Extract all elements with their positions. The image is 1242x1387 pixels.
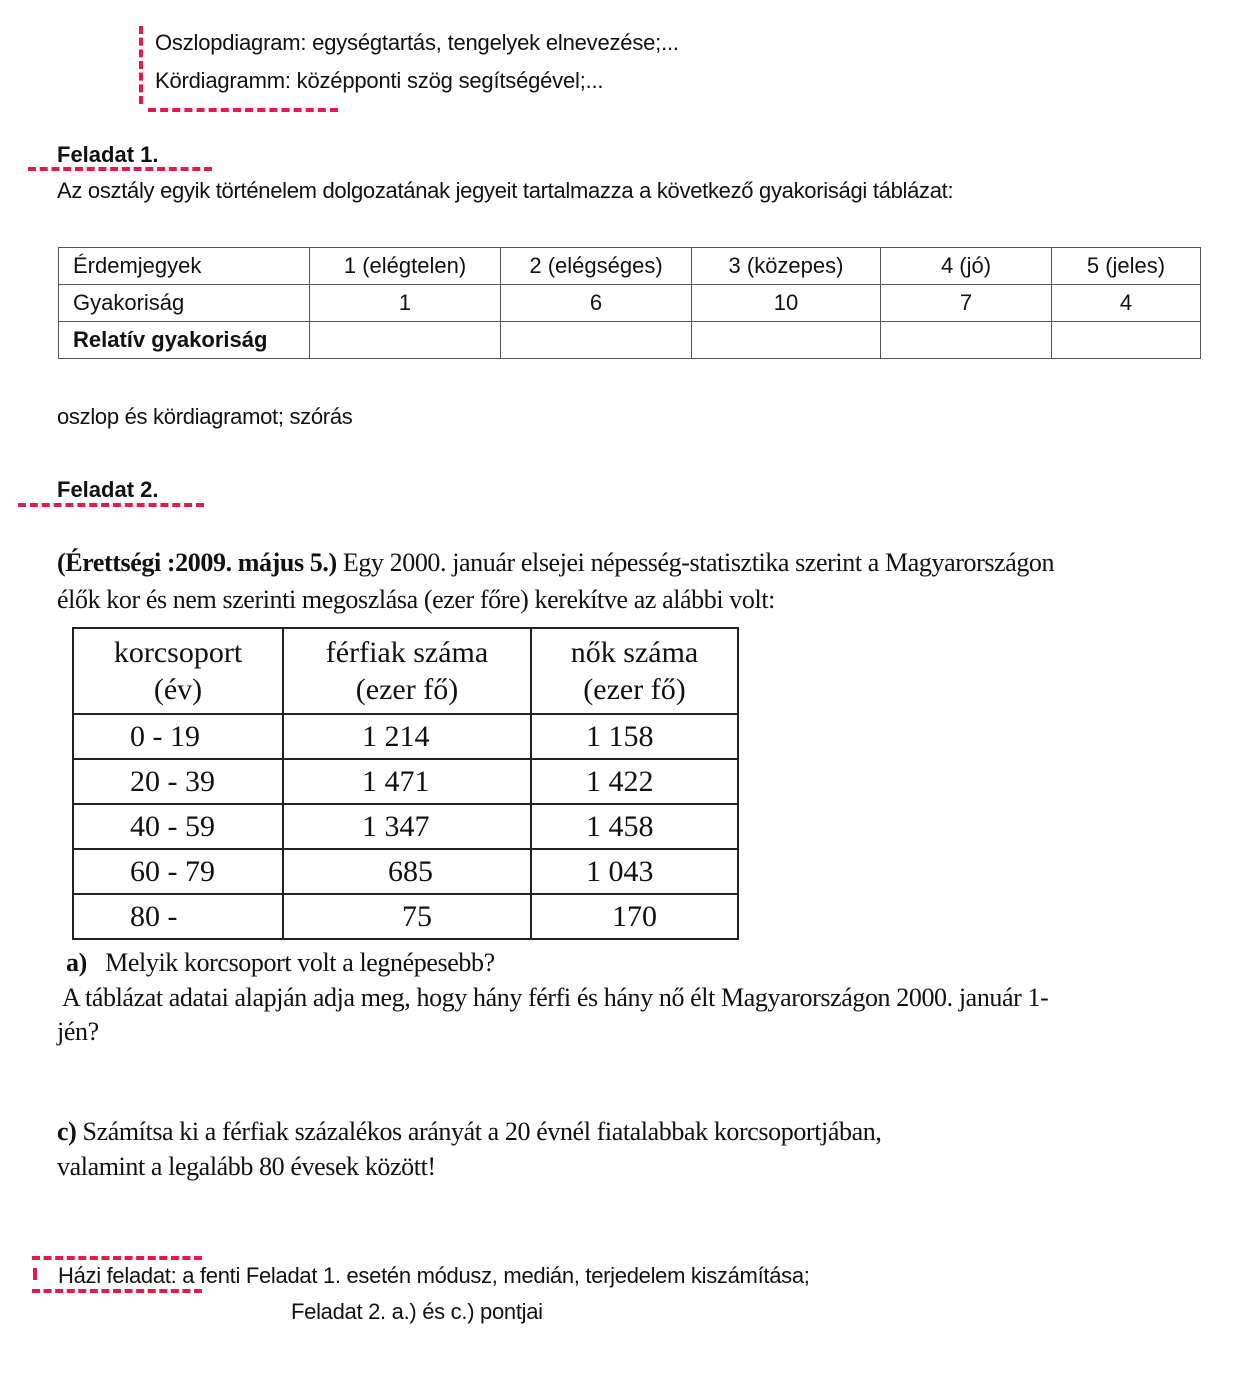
- question-a-text: Melyik korcsoport volt a legnépesebb?: [105, 948, 495, 977]
- header-unit: (ezer fő): [583, 673, 686, 706]
- task2-heading: Feladat 2.: [57, 477, 159, 502]
- table-cell: 1: [310, 285, 501, 322]
- task1-description: Az osztály egyik történelem dolgozatának jegyeit tartalmazza a következő gyakorisági táblázat:: [57, 178, 954, 203]
- table-row-relative-frequency: [59, 322, 1201, 359]
- population-table: [72, 627, 739, 940]
- women-cell: 1 458: [531, 804, 738, 849]
- homework-box-left: [33, 1268, 37, 1280]
- table-cell: 2 (elégséges): [501, 248, 692, 285]
- women-cell: 170: [531, 894, 738, 939]
- men-cell: 1 471: [283, 759, 531, 804]
- task1-heading-underline: [28, 167, 212, 171]
- homework-box-bottom: [32, 1289, 202, 1293]
- table-row-grades: [59, 248, 1201, 285]
- table-row: [73, 894, 738, 939]
- task2-heading-underline: [18, 503, 204, 507]
- header-unit: (ezer fő): [355, 673, 459, 706]
- table-row-frequency: [59, 285, 1201, 322]
- header-text: korcsoport: [113, 635, 243, 669]
- annotation-bracket-bottom: [148, 108, 338, 112]
- homework-line1: [58, 1263, 810, 1289]
- header-text: nők száma: [570, 635, 699, 669]
- intro-bar-chart-note: Oszlopdiagram: egységtartás, tengelyek elnevezése;...: [155, 30, 679, 55]
- table-cell: 5 (jeles): [1052, 248, 1201, 285]
- table-cell: 6: [501, 285, 692, 322]
- homework-label: Házi feladat:: [58, 1263, 177, 1288]
- age-cell: 40 - 59: [73, 804, 283, 849]
- age-cell: 60 - 79: [73, 849, 283, 894]
- table-cell: 3 (közepes): [692, 248, 881, 285]
- men-cell: 1 347: [283, 804, 531, 849]
- table-cell-empty: [1052, 322, 1201, 359]
- task2-source: (Érettségi :2009. május 5.): [57, 548, 337, 577]
- age-cell: 20 - 39: [73, 759, 283, 804]
- table-cell: 1 (elégtelen): [310, 248, 501, 285]
- header-women: [531, 628, 738, 714]
- men-cell: 1 214: [283, 714, 531, 759]
- question-a-label: a): [66, 948, 87, 977]
- table-cell-empty: [310, 322, 501, 359]
- question-c-line2: valamint a legalább 80 évesek között!: [57, 1152, 436, 1181]
- men-cell: 685: [283, 849, 531, 894]
- task1-heading: Feladat 1.: [57, 142, 159, 167]
- header-text: férfiak száma: [325, 635, 489, 669]
- homework-text: a fenti Feladat 1. esetén módusz, medián, terjedelem kiszámítása;: [176, 1263, 810, 1288]
- row-label: Gyakoriság: [59, 285, 310, 322]
- intro-pie-chart-note: Kördiagramm: középponti szög segítségével;...: [155, 68, 604, 93]
- women-cell: 1 043: [531, 849, 738, 894]
- row-label: Relatív gyakoriság: [59, 322, 310, 359]
- table-cell: 7: [881, 285, 1052, 322]
- table-header-row: [73, 628, 738, 714]
- question-b-line2: jén?: [57, 1017, 99, 1046]
- annotation-bracket-left: [139, 26, 143, 104]
- question-b-line1: A táblázat adatai alapján adja meg, hogy hány férfi és hány nő élt Magyarországon 2000. január 1-: [62, 983, 1049, 1012]
- header-unit: (év): [153, 673, 203, 706]
- header-men: [283, 628, 531, 714]
- women-cell: 1 158: [531, 714, 738, 759]
- question-c-label: c): [57, 1117, 77, 1146]
- task2-intro-text: Egy 2000. január elsejei népesség-statisztika szerint a Magyarországon: [336, 548, 1055, 577]
- table-cell: 4: [1052, 285, 1201, 322]
- row-label: Érdemjegyek: [59, 248, 310, 285]
- table-cell: 4 (jó): [881, 248, 1052, 285]
- age-cell: 0 - 19: [73, 714, 283, 759]
- question-a: [66, 948, 495, 978]
- table-cell-empty: [881, 322, 1052, 359]
- homework-box-top: [32, 1256, 202, 1260]
- question-c-line1: [57, 1117, 881, 1147]
- table-cell: 10: [692, 285, 881, 322]
- header-age-group: [73, 628, 283, 714]
- question-c-text: Számítsa ki a férfiak százalékos arányát a 20 évnél fiatalabbak korcsoportjában,: [76, 1117, 882, 1146]
- homework-line2: Feladat 2. a.) és c.) pontjai: [291, 1299, 543, 1324]
- table-row: [73, 804, 738, 849]
- table-row: [73, 759, 738, 804]
- table-row: [73, 714, 738, 759]
- task1-note: oszlop és kördiagramot; szórás: [57, 404, 353, 429]
- task2-intro-line1: [57, 548, 1054, 578]
- table-cell-empty: [501, 322, 692, 359]
- women-cell: 1 422: [531, 759, 738, 804]
- task2-intro-line2: élők kor és nem szerinti megoszlása (ezer főre) kerekítve az alábbi volt:: [57, 585, 775, 614]
- age-cell: 80 -: [73, 894, 283, 939]
- table-row: [73, 849, 738, 894]
- grade-frequency-table: [58, 247, 1201, 359]
- table-cell-empty: [692, 322, 881, 359]
- men-cell: 75: [283, 894, 531, 939]
